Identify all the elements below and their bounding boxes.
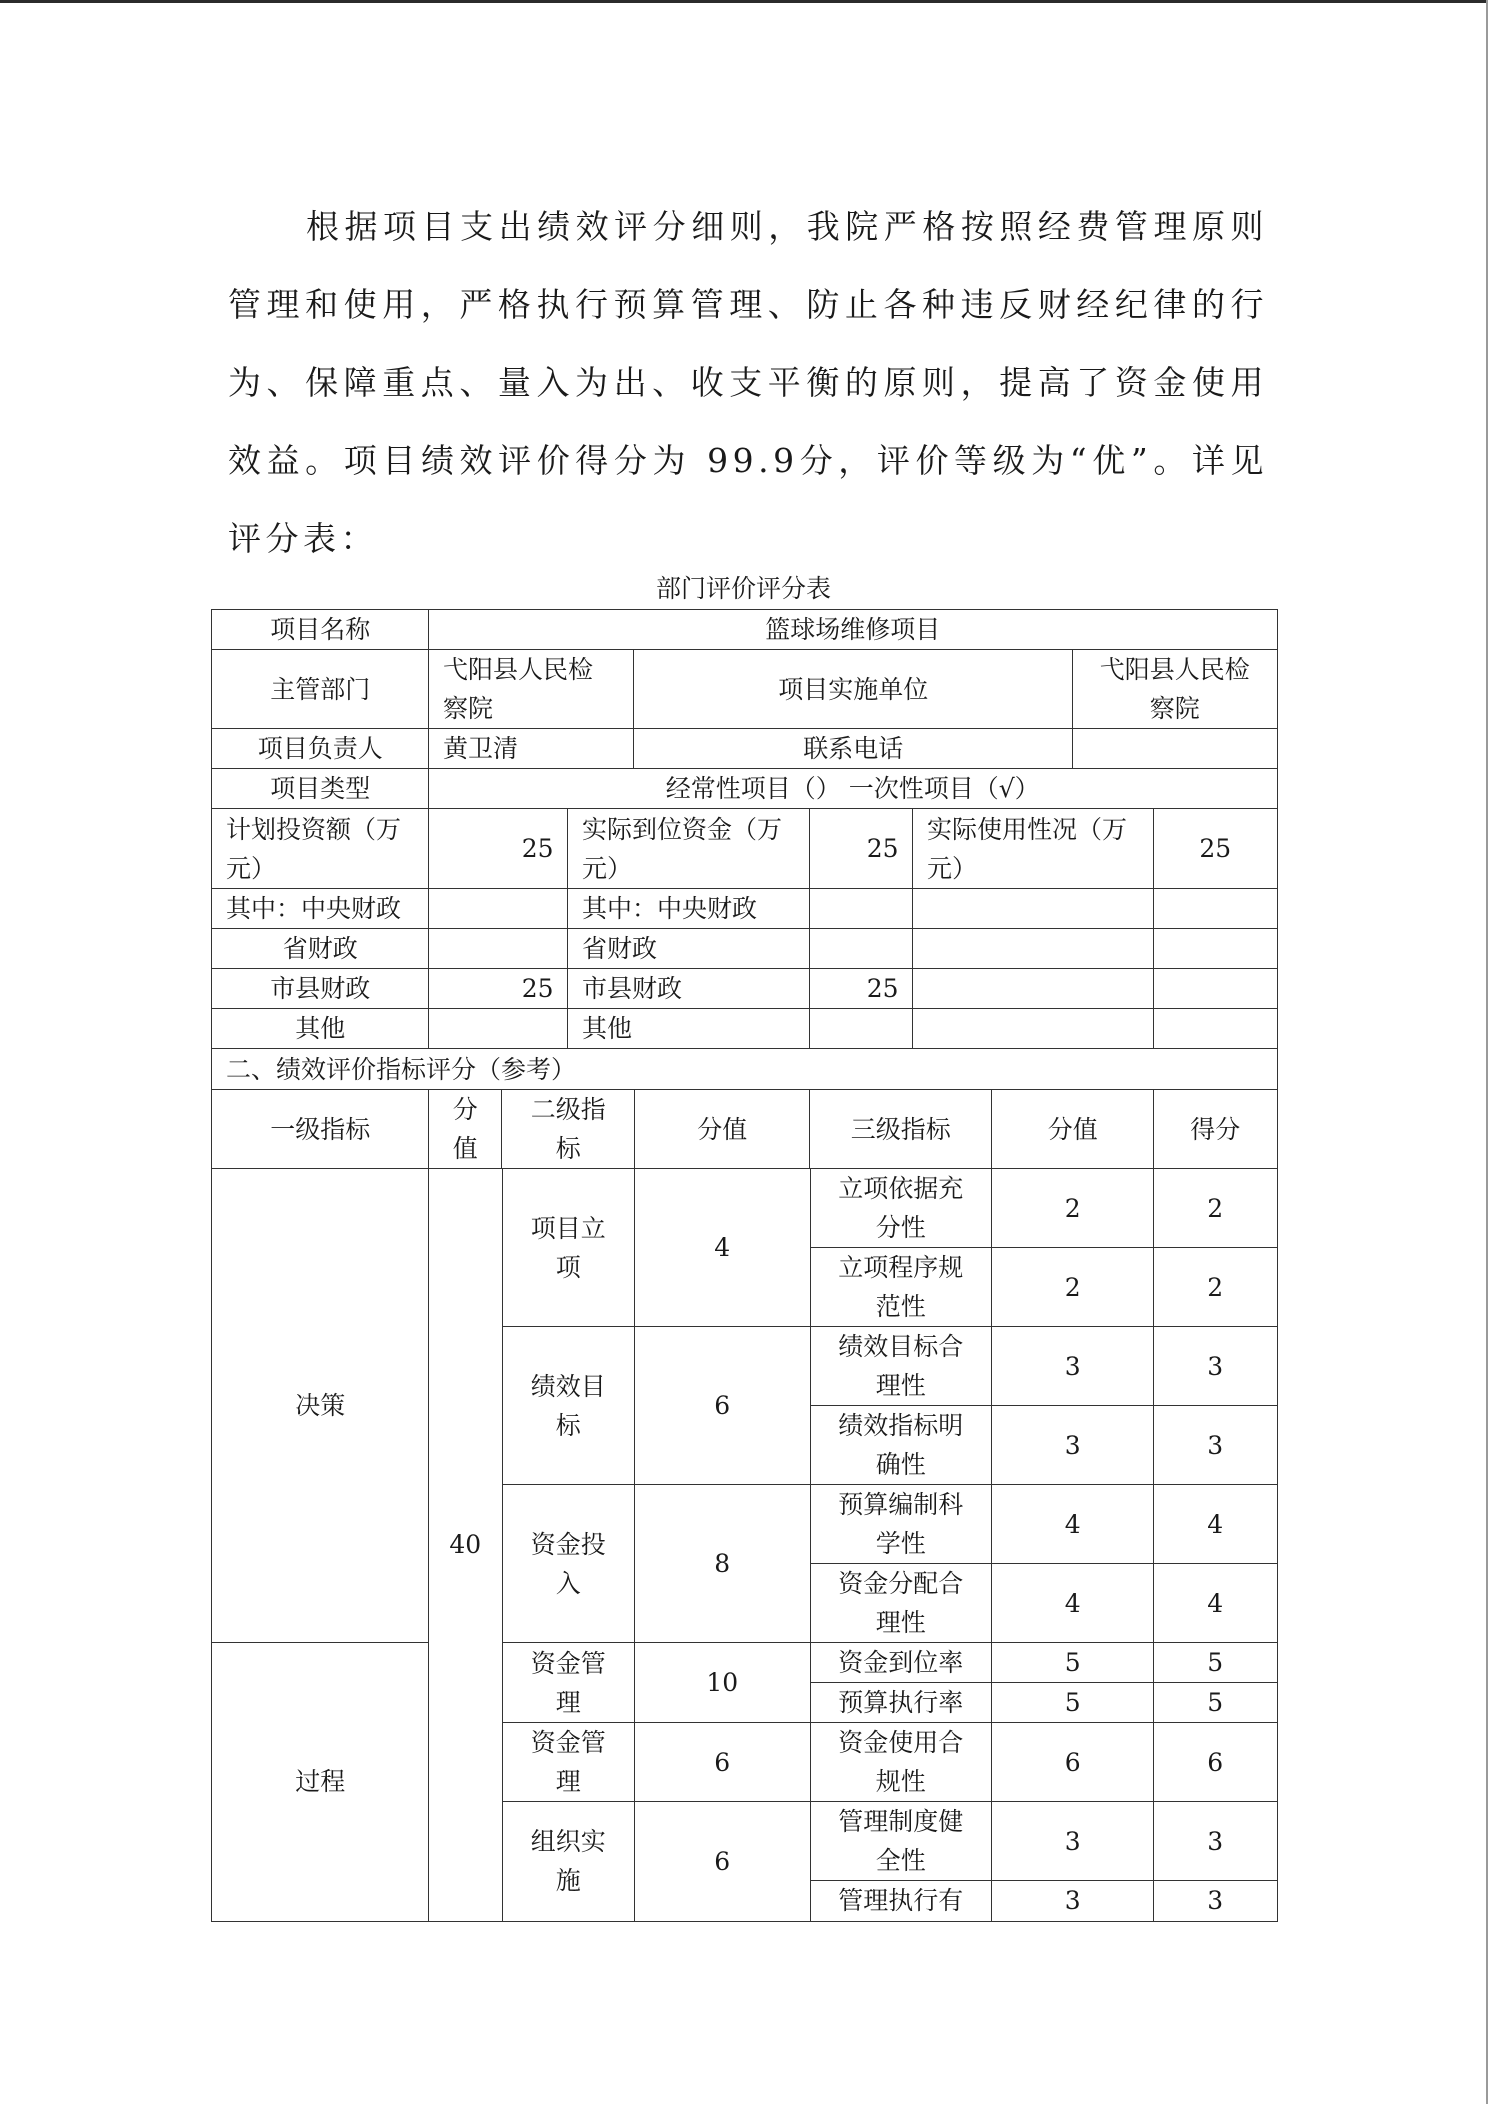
level3-score (991, 1880, 1155, 1922)
level2-indicator-text: 资金投入 (530, 1529, 606, 1598)
level3-obtained (1153, 1563, 1278, 1644)
fund-source-label (211, 968, 430, 1010)
fund-source-planned (428, 888, 569, 930)
level1-indicator-process-text: 过程 (295, 1767, 346, 1797)
owner-label-text: 项目负责人 (257, 734, 383, 764)
fund-source-label-text: 其他 (295, 1014, 346, 1044)
section2-title (211, 1048, 1278, 1091)
fund-source-used-label (912, 888, 1155, 930)
level3-obtained (1153, 1801, 1278, 1882)
level3-indicator-text: 资金分配合理性 (838, 1569, 964, 1638)
level3-score-text: 6 (1064, 1747, 1081, 1777)
level1-indicator-process (211, 1642, 430, 1922)
level2-indicator-text: 资金管理 (530, 1648, 606, 1717)
fund-source-planned-text: 25 (521, 974, 554, 1004)
fund-source-used-label (912, 928, 1155, 970)
level3-obtained-text: 2 (1207, 1193, 1224, 1223)
level3-obtained-text: 3 (1207, 1430, 1224, 1460)
level3-indicator (809, 1880, 993, 1922)
fund-source-label (211, 888, 430, 930)
fund-source-planned (428, 1008, 569, 1050)
level2-score-text: 6 (714, 1846, 731, 1876)
indicator-header-text: 分值 (1047, 1114, 1098, 1144)
indicator-header (991, 1089, 1155, 1170)
level1-indicator-decision (211, 1168, 430, 1644)
level3-obtained-text: 3 (1207, 1886, 1224, 1916)
project-name-value (428, 609, 1278, 651)
page-top-border (0, 0, 1488, 3)
impl-unit-label (633, 649, 1074, 730)
level2-score (634, 1168, 811, 1328)
level3-obtained (1153, 1247, 1278, 1328)
level3-score-text: 4 (1064, 1588, 1081, 1618)
level3-indicator (809, 1247, 993, 1328)
level3-indicator-text: 预算编制科学性 (838, 1490, 964, 1559)
level2-indicator (501, 1722, 636, 1803)
level3-indicator-text: 管理制度健全性 (838, 1807, 964, 1876)
impl-unit-value-text: 弋阳县人民检察院 (1099, 655, 1250, 724)
level3-obtained (1153, 1722, 1278, 1803)
level3-indicator-text: 绩效目标合理性 (838, 1332, 964, 1401)
level3-obtained (1153, 1326, 1278, 1407)
level3-indicator (809, 1801, 993, 1882)
level3-indicator (809, 1484, 993, 1565)
level3-indicator-text: 资金使用合规性 (838, 1728, 964, 1797)
level3-indicator (809, 1326, 993, 1407)
level2-indicator-text: 资金管理 (530, 1728, 606, 1797)
fund-source-label-actual (567, 888, 811, 930)
level2-indicator (501, 1801, 636, 1922)
indicator-header-text: 得分 (1190, 1114, 1241, 1144)
level3-score (991, 1801, 1155, 1882)
phone-label-text: 联系电话 (803, 734, 904, 764)
level3-score (991, 1642, 1155, 1684)
planned-invest-label-text: 计划投资额（万元） (226, 814, 402, 883)
fund-source-actual (809, 968, 914, 1010)
indicator-header-text: 分值 (452, 1095, 478, 1164)
level3-obtained (1153, 1168, 1278, 1249)
level2-indicator-text: 项目立项 (530, 1213, 606, 1282)
level2-score (634, 1484, 811, 1644)
phone-value (1072, 728, 1278, 770)
dept-label (211, 649, 430, 730)
actual-funds-value (809, 808, 914, 890)
level3-obtained-text: 4 (1207, 1588, 1224, 1618)
level3-score (991, 1722, 1155, 1803)
dept-value-text: 弋阳县人民检察院 (443, 655, 594, 724)
level3-indicator-text: 资金到位率 (838, 1648, 964, 1678)
level3-obtained-text: 2 (1207, 1272, 1224, 1302)
level3-indicator (809, 1405, 993, 1486)
level3-score-text: 3 (1064, 1886, 1081, 1916)
project-name-label-text: 项目名称 (270, 615, 371, 645)
fund-source-label (211, 1008, 430, 1050)
level2-score-text: 4 (714, 1233, 731, 1263)
level3-score-text: 2 (1064, 1272, 1081, 1302)
level2-score (634, 1642, 811, 1724)
level3-score (991, 1484, 1155, 1565)
body-paragraph: 根据项目支出绩效评分细则，我院严格按照经费管理原则管理和使用，严格执行预算管理、防止各种违反财经纪律的行为、保障重点、量入为出、收支平衡的原则，提高了资金使用效益。项目绩效评价得分为 99.9分，评价等级为“优”。详见评分表： (228, 207, 1268, 558)
actual-funds-label-text: 实际到位资金（万元） (582, 814, 783, 883)
fund-source-label-actual-text: 其中：中央财政 (582, 894, 758, 924)
actual-funds-value-text: 25 (866, 834, 899, 864)
fund-source-actual (809, 928, 914, 970)
planned-invest-value-text: 25 (521, 834, 554, 864)
level2-indicator (501, 1326, 636, 1486)
project-type-label-text: 项目类型 (270, 774, 371, 804)
fund-source-used-label (912, 968, 1155, 1010)
fund-source-actual (809, 1008, 914, 1050)
level1-score-text: 40 (449, 1530, 482, 1560)
fund-source-used (1153, 1008, 1278, 1050)
fund-source-actual-text: 25 (866, 974, 899, 1004)
indicator-header-text: 一级指标 (270, 1114, 371, 1144)
fund-source-used (1153, 888, 1278, 930)
fund-source-label-text: 市县财政 (270, 974, 371, 1004)
indicator-header-text: 三级指标 (850, 1114, 951, 1144)
indicator-header (501, 1089, 636, 1170)
level3-obtained (1153, 1880, 1278, 1922)
dept-label-text: 主管部门 (270, 674, 371, 704)
level2-score (634, 1722, 811, 1803)
table-title: 部门评价评分表 (655, 574, 831, 603)
indicator-header-text: 二级指标 (530, 1095, 606, 1164)
level2-score (634, 1801, 811, 1922)
level3-score-text: 5 (1064, 1648, 1081, 1678)
level3-score-text: 5 (1064, 1688, 1081, 1718)
level3-obtained (1153, 1682, 1278, 1724)
level3-obtained-text: 3 (1207, 1826, 1224, 1856)
level3-obtained (1153, 1642, 1278, 1684)
level3-score (991, 1326, 1155, 1407)
level3-score (991, 1405, 1155, 1486)
level3-obtained (1153, 1405, 1278, 1486)
level3-obtained-text: 4 (1207, 1509, 1224, 1539)
level1-score (428, 1168, 503, 1922)
level3-score (991, 1168, 1155, 1249)
level2-score-text: 6 (714, 1747, 731, 1777)
level3-indicator-text: 预算执行率 (838, 1688, 964, 1718)
level3-score (991, 1563, 1155, 1644)
level2-score (634, 1326, 811, 1486)
indicator-header (428, 1089, 503, 1170)
fund-source-planned (428, 928, 569, 970)
level2-indicator (501, 1168, 636, 1328)
owner-value-text: 黄卫清 (443, 734, 519, 764)
level2-score-text: 6 (714, 1391, 731, 1421)
level3-indicator-text: 管理执行有 (838, 1886, 964, 1916)
section2-title-text: 二、绩效评价指标评分（参考） (226, 1054, 577, 1084)
project-name-label (211, 609, 430, 651)
dept-value (428, 649, 635, 730)
level3-indicator (809, 1168, 993, 1249)
impl-unit-label-text: 项目实施单位 (778, 674, 929, 704)
level3-indicator (809, 1563, 993, 1644)
fund-source-planned (428, 968, 569, 1010)
level2-indicator-text: 组织实施 (530, 1827, 606, 1896)
actual-funds-label (567, 808, 811, 890)
indicator-header (809, 1089, 993, 1170)
level3-score-text: 3 (1064, 1351, 1081, 1381)
project-name-value-text: 篮球场维修项目 (765, 615, 941, 645)
fund-source-label-actual (567, 1008, 811, 1050)
level2-indicator (501, 1484, 636, 1644)
planned-invest-label (211, 808, 430, 890)
level3-score (991, 1682, 1155, 1724)
fund-source-used (1153, 928, 1278, 970)
fund-source-label-actual-text: 其他 (582, 1014, 633, 1044)
project-type-value-text: 经常性项目（） 一次性项目（√） (665, 774, 1040, 804)
impl-unit-value (1072, 649, 1278, 730)
fund-source-actual (809, 888, 914, 930)
indicator-header (1153, 1089, 1278, 1170)
fund-source-label (211, 928, 430, 970)
fund-source-label-text: 其中：中央财政 (226, 894, 402, 924)
fund-source-used (1153, 968, 1278, 1010)
fund-source-label-actual (567, 928, 811, 970)
indicator-header-text: 分值 (697, 1114, 748, 1144)
actual-used-value-text: 25 (1199, 834, 1232, 864)
level3-score-text: 2 (1064, 1193, 1081, 1223)
level3-score-text: 3 (1064, 1430, 1081, 1460)
level3-score-text: 3 (1064, 1826, 1081, 1856)
fund-source-label-actual (567, 968, 811, 1010)
project-type-label (211, 768, 430, 810)
fund-source-label-actual-text: 省财政 (582, 934, 658, 964)
indicator-header (211, 1089, 430, 1170)
level3-obtained-text: 6 (1207, 1747, 1224, 1777)
phone-label (633, 728, 1074, 770)
level3-indicator (809, 1682, 993, 1724)
level3-score (991, 1247, 1155, 1328)
actual-used-value (1153, 808, 1278, 890)
level3-indicator (809, 1722, 993, 1803)
owner-value (428, 728, 635, 770)
level3-obtained-text: 5 (1207, 1648, 1224, 1678)
level3-indicator-text: 立项程序规范性 (838, 1253, 964, 1322)
level3-indicator-text: 绩效指标明确性 (838, 1411, 964, 1480)
actual-used-label (912, 808, 1155, 890)
planned-invest-value (428, 808, 569, 890)
level2-indicator (501, 1642, 636, 1724)
owner-label (211, 728, 430, 770)
level3-indicator (809, 1642, 993, 1684)
level3-score-text: 4 (1064, 1509, 1081, 1539)
level3-obtained-text: 5 (1207, 1688, 1224, 1718)
level3-obtained (1153, 1484, 1278, 1565)
level2-score-text: 8 (714, 1549, 731, 1579)
fund-source-used-label (912, 1008, 1155, 1050)
level2-score-text: 10 (706, 1668, 739, 1698)
level2-indicator-text: 绩效目标 (530, 1371, 606, 1440)
fund-source-label-actual-text: 市县财政 (582, 974, 683, 1004)
project-type-value (428, 768, 1278, 810)
fund-source-label-text: 省财政 (282, 934, 358, 964)
actual-used-label-text: 实际使用性况（万元） (927, 814, 1128, 883)
level3-obtained-text: 3 (1207, 1351, 1224, 1381)
level1-indicator-decision-text: 决策 (295, 1391, 346, 1421)
level3-indicator-text: 立项依据充分性 (838, 1174, 964, 1243)
indicator-header (634, 1089, 811, 1170)
